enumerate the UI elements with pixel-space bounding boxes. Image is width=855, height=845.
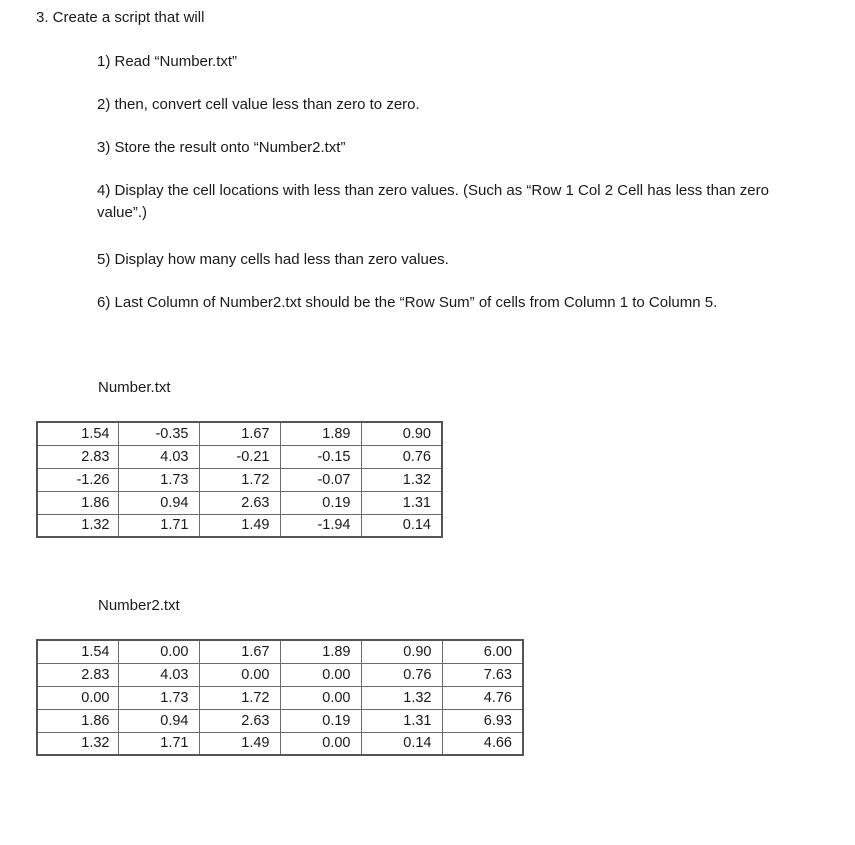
table-cell: 2.83 [37,663,118,686]
table-row [37,686,523,709]
table-row [37,640,523,663]
step-6: 6) Last Column of Number2.txt should be the “Row Sum” of cells from Column 1 to Column 5. [97,294,718,311]
table-cell: 0.90 [361,422,442,445]
table-row [37,422,442,445]
table-cell: 2.63 [199,709,280,732]
table-cell: 1.73 [118,468,199,491]
number-txt-table [36,421,443,538]
number2-txt-table [36,639,524,756]
table-cell: 1.32 [361,686,442,709]
table-cell: 1.32 [37,514,118,537]
table-cell: 4.76 [442,686,523,709]
table-cell: 2.83 [37,445,118,468]
table-cell: 1.71 [118,514,199,537]
table2-caption: Number2.txt [98,597,180,614]
table-cell: 4.66 [442,732,523,755]
table-cell: 1.86 [37,491,118,514]
table-cell: 0.94 [118,491,199,514]
table1-caption: Number.txt [98,379,171,396]
table-cell: 1.54 [37,640,118,663]
table-row [37,732,523,755]
step-1: 1) Read “Number.txt” [97,53,238,70]
table-cell: 6.93 [442,709,523,732]
table-cell: -0.35 [118,422,199,445]
table-cell: -0.21 [199,445,280,468]
table-cell: 0.94 [118,709,199,732]
table-cell: 7.63 [442,663,523,686]
table-cell: 1.54 [37,422,118,445]
table-row [37,514,442,537]
table-cell: 0.90 [361,640,442,663]
table-cell: 0.00 [199,663,280,686]
table-cell: 0.14 [361,732,442,755]
step-5: 5) Display how many cells had less than zero values. [97,251,449,268]
table-row [37,491,442,514]
table-cell: 2.63 [199,491,280,514]
table-cell: -1.26 [37,468,118,491]
table-cell: 0.00 [280,663,361,686]
table-cell: 1.89 [280,640,361,663]
table-cell: 0.00 [118,640,199,663]
step-3: 3) Store the result onto “Number2.txt” [97,139,346,156]
table-cell: 1.32 [37,732,118,755]
table-cell: 0.00 [37,686,118,709]
table-cell: 1.67 [199,640,280,663]
table-row [37,468,442,491]
table-cell: -0.15 [280,445,361,468]
table-row [37,709,523,732]
step-2: 2) then, convert cell value less than zero to zero. [97,96,420,113]
table-cell: 0.19 [280,491,361,514]
table-cell: 0.19 [280,709,361,732]
table-cell: -0.07 [280,468,361,491]
table-cell: 1.67 [199,422,280,445]
table-cell: 1.49 [199,732,280,755]
table-cell: 6.00 [442,640,523,663]
table-cell: 1.32 [361,468,442,491]
table-cell: 1.89 [280,422,361,445]
step-4: 4) Display the cell locations with less than zero values. (Such as “Row 1 Col 2 Cell has less than zero value”.) [97,182,769,221]
table-cell: 1.73 [118,686,199,709]
table-cell: 1.71 [118,732,199,755]
table-cell: 1.72 [199,686,280,709]
table-row [37,663,523,686]
table-cell: 1.72 [199,468,280,491]
table-row [37,445,442,468]
table-cell: 1.31 [361,709,442,732]
table-cell: 0.76 [361,663,442,686]
assignment-heading: 3. Create a script that will [36,9,205,26]
table-cell: 0.00 [280,732,361,755]
table-cell: 0.14 [361,514,442,537]
table-cell: 1.86 [37,709,118,732]
table-cell: 1.31 [361,491,442,514]
table-cell: 0.00 [280,686,361,709]
table-cell: 4.03 [118,663,199,686]
table-cell: 4.03 [118,445,199,468]
table-cell: 0.76 [361,445,442,468]
table-cell: -1.94 [280,514,361,537]
table-cell: 1.49 [199,514,280,537]
